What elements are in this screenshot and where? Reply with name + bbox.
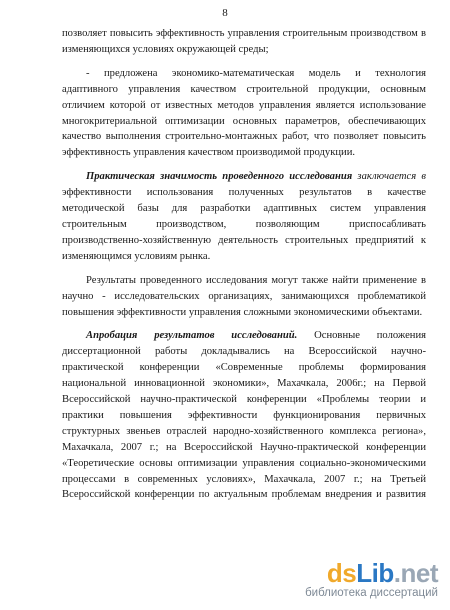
text-line: повышения эффективности управления сложными экономическими объектами.	[62, 306, 423, 318]
text-line: Всероссийской научно-практической конференции «Проблемы теории и	[62, 394, 426, 406]
text-line: научно - исследовательских организациях, занимающихся проблематикой	[62, 290, 426, 302]
text-line: практической конференции «Современные проблемы формирования	[62, 362, 426, 374]
text-line: национальной инновационной экономики», Махачкала, 2006г.; на Первой	[62, 378, 426, 390]
paragraph-practical-significance	[62, 169, 426, 264]
dslib-tagline: библиотека диссертаций	[305, 587, 438, 599]
text-line: производственно-хозяйственную деятельность строительных предприятий к	[62, 234, 426, 246]
logo-lib: Lib	[356, 558, 394, 588]
paragraph-model	[62, 66, 426, 161]
logo-ds: ds	[326, 558, 357, 588]
text-line: эффективность управления качеством производимой продукции.	[62, 147, 356, 159]
text-line: методической базы для разработки адаптивных систем управления	[62, 203, 426, 215]
text-line: изменяющихся условиях окружающей среды;	[62, 43, 269, 55]
text-line: практики повышения эффективности функционирования первичных	[62, 409, 426, 421]
dslib-watermark	[288, 560, 438, 604]
text-line: эффективности использования полученных результатов в качестве	[62, 187, 426, 199]
text-line: отличием которой от известных методов управления является использование	[62, 99, 426, 111]
text-line: многокритериальной оптимизации основных параметров, обеспечивающих	[62, 115, 426, 127]
paragraph-approbation	[62, 328, 426, 503]
text-line: позволяет повысить эффективность управления строительным производством в	[62, 28, 426, 39]
dslib-logo	[327, 560, 438, 586]
document-body	[62, 26, 426, 503]
text-line: строительным производством, позволяющим приспосабливать	[62, 218, 426, 230]
text-line: диссертационной работы докладывались на Всероссийской научно-	[62, 346, 426, 358]
page-number: 8	[222, 7, 228, 19]
text-line: структурных звеньев отраслей народно-хозяйственного комплекса региона»,	[62, 425, 426, 437]
logo-dot: .	[393, 558, 401, 588]
logo-net: net	[400, 558, 438, 588]
heading-tail: заключается в	[352, 171, 426, 183]
text-line: Махачкала, 2007 г.; на Всероссийской Научно-практической конференции	[62, 441, 426, 453]
text-line: «Теоретические основы оптимизации управления социально-экономическими	[62, 457, 426, 469]
text-line: Всероссийской конференции по актуальным проблемам внедрения и развития	[62, 489, 426, 501]
text-line: качество выполнения строительно-монтажных работ, что позволяет повысить	[62, 131, 426, 143]
text-line: адаптивного управления качеством строительной продукции, основным	[62, 83, 426, 95]
section-heading-approbation: Апробация результатов исследований.	[86, 330, 298, 342]
text-line: Результаты проведенного исследования могут также найти применение в	[86, 274, 426, 286]
paragraph-results-application	[62, 273, 426, 321]
text-line: процессами в современных условиях», Махачкала, 2007 г.; на Третьей	[62, 473, 426, 485]
paragraph-continuation	[62, 26, 426, 58]
heading-tail: Основные положения	[297, 330, 426, 342]
text-line: - предложена экономико-математическая модель и технология	[86, 67, 426, 79]
text-line	[62, 169, 426, 185]
text-line	[62, 328, 426, 344]
text-line: изменяющимся условиям рынка.	[62, 250, 211, 262]
section-heading-practical: Практическая значимость проведенного исследования	[86, 171, 353, 183]
